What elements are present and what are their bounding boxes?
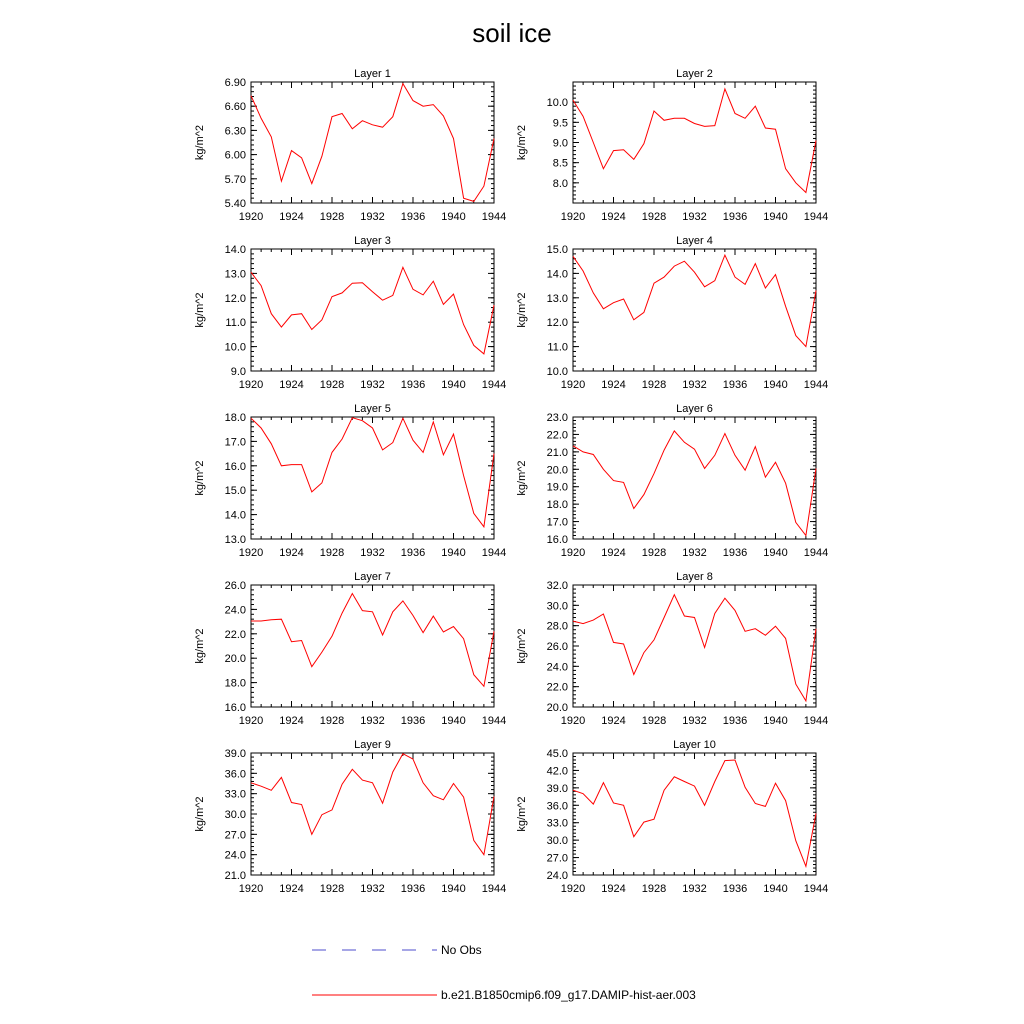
y-axis-label: kg/m^2 (194, 796, 206, 832)
x-tick-label: 1944 (481, 211, 507, 223)
x-tick-label: 1924 (601, 211, 626, 223)
x-tick-label: 1924 (601, 883, 626, 895)
y-tick-label: 6.60 (224, 101, 246, 114)
y-tick-label: 45.0 (546, 748, 568, 760)
y-tick-label: 24.0 (546, 870, 568, 882)
y-tick-label: 16.0 (546, 534, 568, 546)
x-tick-label: 1936 (722, 547, 748, 559)
x-tick-label: 1940 (763, 547, 788, 559)
x-tick-label: 1928 (319, 883, 345, 895)
panel-title: Layer 5 (354, 403, 391, 415)
series-line (573, 760, 816, 866)
x-tick-label: 1936 (400, 211, 426, 223)
y-tick-label: 9.0 (230, 366, 246, 378)
y-tick-label: 8.0 (552, 177, 568, 190)
x-tick-label: 1936 (722, 379, 748, 391)
y-tick-label: 6.30 (224, 125, 246, 138)
panel-title: Layer 10 (673, 739, 716, 751)
x-tick-label: 1936 (400, 883, 426, 895)
y-tick-label: 19.0 (546, 481, 568, 494)
x-tick-label: 1920 (560, 883, 586, 895)
x-tick-label: 1932 (360, 211, 385, 223)
panel-layer-7 (194, 571, 506, 727)
y-tick-label: 6.00 (224, 149, 246, 162)
x-tick-label: 1924 (601, 379, 626, 391)
x-tick-label: 1924 (279, 547, 304, 559)
x-tick-label: 1940 (441, 547, 466, 559)
y-tick-label: 15.0 (546, 244, 568, 256)
x-tick-label: 1920 (560, 715, 586, 727)
x-tick-label: 1924 (601, 715, 626, 727)
x-tick-label: 1944 (481, 379, 507, 391)
panel-layer-1 (194, 68, 506, 223)
plot-frame (251, 249, 494, 371)
x-tick-label: 1932 (682, 883, 707, 895)
x-tick-label: 1936 (722, 715, 748, 727)
panel-layer-4 (516, 235, 828, 391)
plot-frame (573, 417, 816, 539)
y-tick-label: 9.0 (552, 137, 568, 150)
y-tick-label: 16.0 (224, 460, 246, 473)
y-tick-label: 33.0 (546, 817, 568, 830)
x-tick-label: 1920 (560, 547, 586, 559)
x-tick-label: 1944 (803, 547, 829, 559)
panel-layer-5 (194, 403, 506, 559)
y-axis-label: kg/m^2 (516, 460, 528, 496)
x-tick-label: 1932 (360, 715, 385, 727)
x-tick-label: 1936 (722, 883, 748, 895)
x-tick-label: 1944 (481, 547, 507, 559)
y-tick-label: 30.0 (546, 835, 568, 848)
y-tick-label: 10.0 (224, 341, 246, 354)
y-tick-label: 15.0 (224, 485, 246, 498)
x-tick-label: 1928 (319, 715, 345, 727)
x-tick-label: 1920 (238, 211, 264, 223)
x-tick-label: 1920 (238, 883, 264, 895)
y-tick-label: 20.0 (224, 653, 246, 666)
panel-layer-3 (194, 235, 506, 391)
y-tick-label: 42.0 (546, 765, 568, 778)
panel-grid (194, 68, 828, 895)
y-tick-label: 22.0 (546, 429, 568, 442)
y-tick-label: 8.5 (552, 157, 568, 170)
series-line (573, 595, 816, 701)
x-tick-label: 1920 (238, 715, 264, 727)
x-tick-label: 1932 (682, 715, 707, 727)
x-tick-label: 1928 (641, 715, 667, 727)
legend-obs-label: No Obs (441, 943, 482, 957)
x-tick-label: 1936 (400, 715, 426, 727)
y-axis-label: kg/m^2 (516, 124, 528, 161)
panel-layer-10 (516, 739, 828, 895)
x-tick-label: 1940 (763, 715, 788, 727)
y-tick-label: 18.0 (224, 412, 246, 424)
y-tick-label: 9.5 (552, 117, 568, 130)
panel-layer-9 (194, 739, 506, 895)
x-tick-label: 1928 (319, 547, 345, 559)
x-tick-label: 1940 (441, 379, 466, 391)
y-axis-label: kg/m^2 (516, 628, 528, 664)
panel-title: Layer 8 (676, 571, 713, 583)
x-tick-label: 1932 (682, 379, 707, 391)
y-tick-label: 16.0 (224, 702, 246, 714)
x-tick-label: 1920 (560, 379, 586, 391)
y-tick-label: 28.0 (546, 620, 568, 633)
y-tick-label: 32.0 (546, 580, 568, 592)
y-tick-label: 13.0 (546, 292, 568, 305)
y-tick-label: 11.0 (225, 317, 246, 330)
panel-layer-6 (516, 403, 828, 559)
y-axis-label: kg/m^2 (516, 796, 528, 832)
x-tick-label: 1944 (481, 715, 507, 727)
y-tick-label: 39.0 (546, 782, 568, 795)
y-tick-label: 23.0 (546, 412, 568, 424)
y-tick-label: 30.0 (224, 809, 246, 821)
series-line (251, 84, 494, 202)
panel-title: Layer 4 (676, 235, 713, 247)
x-tick-label: 1920 (238, 547, 264, 559)
y-tick-label: 10.0 (546, 366, 568, 378)
y-tick-label: 39.0 (224, 748, 246, 760)
panel-layer-8 (516, 571, 828, 727)
y-tick-label: 18.0 (546, 499, 568, 512)
x-tick-label: 1936 (400, 379, 426, 391)
x-tick-label: 1924 (279, 715, 304, 727)
y-tick-label: 12.0 (224, 292, 246, 305)
panel-title: Layer 9 (354, 739, 391, 751)
y-tick-label: 24.0 (546, 661, 568, 674)
x-tick-label: 1944 (803, 211, 829, 223)
figure-title: soil ice (472, 18, 552, 48)
x-tick-label: 1928 (641, 547, 667, 559)
y-tick-label: 17.0 (224, 436, 246, 449)
plot-frame (573, 249, 816, 371)
x-tick-label: 1940 (441, 883, 466, 895)
y-tick-label: 33.0 (224, 788, 246, 801)
y-tick-label: 26.0 (224, 580, 246, 592)
plot-frame (251, 753, 494, 875)
panel-title: Layer 7 (354, 571, 391, 583)
y-tick-label: 36.0 (546, 800, 568, 813)
series-line (251, 754, 494, 855)
plot-frame (573, 753, 816, 875)
plot-frame (251, 417, 494, 539)
x-tick-label: 1932 (682, 547, 707, 559)
y-tick-label: 14.0 (546, 268, 568, 281)
y-tick-label: 18.0 (224, 677, 246, 690)
x-tick-label: 1940 (441, 715, 466, 727)
x-tick-label: 1924 (601, 547, 626, 559)
y-tick-label: 26.0 (546, 641, 568, 653)
panel-title: Layer 2 (676, 68, 713, 80)
x-tick-label: 1928 (641, 379, 667, 391)
panel-title: Layer 3 (354, 235, 391, 247)
series-line (251, 418, 494, 527)
plot-frame (573, 585, 816, 707)
panel-layer-2 (516, 68, 828, 223)
y-tick-label: 13.0 (224, 534, 246, 546)
y-axis-label: kg/m^2 (194, 628, 206, 664)
y-tick-label: 5.70 (224, 173, 246, 186)
y-tick-label: 5.40 (224, 198, 246, 210)
x-tick-label: 1940 (763, 379, 788, 391)
x-tick-label: 1944 (803, 715, 829, 727)
y-axis-label: kg/m^2 (516, 292, 528, 328)
y-axis-label: kg/m^2 (194, 124, 206, 161)
x-tick-label: 1932 (360, 547, 385, 559)
x-tick-label: 1920 (560, 211, 586, 223)
y-tick-label: 20.0 (546, 464, 568, 477)
y-tick-label: 13.0 (224, 268, 246, 281)
legend (312, 943, 696, 1002)
y-tick-label: 36.0 (224, 768, 246, 781)
y-tick-label: 27.0 (224, 829, 246, 842)
x-tick-label: 1944 (481, 883, 507, 895)
y-axis-label: kg/m^2 (194, 460, 206, 496)
panel-title: Layer 6 (676, 403, 713, 415)
y-tick-label: 11.0 (547, 341, 568, 354)
x-tick-label: 1932 (682, 211, 707, 223)
plot-frame (251, 585, 494, 707)
y-tick-label: 21.0 (224, 870, 246, 882)
y-tick-label: 14.0 (224, 244, 246, 256)
series-line (251, 267, 494, 354)
y-tick-label: 14.0 (224, 509, 246, 522)
x-tick-label: 1928 (319, 211, 345, 223)
y-tick-label: 6.90 (224, 77, 246, 89)
x-tick-label: 1944 (803, 883, 829, 895)
y-tick-label: 17.0 (546, 516, 568, 529)
series-line (251, 594, 494, 687)
x-tick-label: 1936 (400, 547, 426, 559)
plot-frame (251, 82, 494, 203)
y-tick-label: 10.0 (546, 97, 568, 110)
x-tick-label: 1944 (803, 379, 829, 391)
x-tick-label: 1920 (238, 379, 264, 391)
y-tick-label: 22.0 (224, 628, 246, 641)
y-tick-label: 24.0 (224, 604, 246, 617)
x-tick-label: 1940 (763, 211, 788, 223)
legend-model-label: b.e21.B1850cmip6.f09_g17.DAMIP-hist-aer.003 (441, 988, 696, 1002)
x-tick-label: 1928 (641, 211, 667, 223)
x-tick-label: 1940 (441, 211, 466, 223)
x-tick-label: 1924 (279, 883, 304, 895)
series-line (573, 89, 816, 193)
panel-title: Layer 1 (354, 68, 391, 80)
y-tick-label: 24.0 (224, 849, 246, 862)
x-tick-label: 1924 (279, 379, 304, 391)
series-line (573, 255, 816, 347)
y-tick-label: 21.0 (546, 446, 568, 459)
x-tick-label: 1928 (319, 379, 345, 391)
x-tick-label: 1924 (279, 211, 304, 223)
y-tick-label: 27.0 (546, 852, 568, 865)
x-tick-label: 1928 (641, 883, 667, 895)
y-tick-label: 12.0 (546, 317, 568, 330)
x-tick-label: 1932 (360, 379, 385, 391)
x-tick-label: 1940 (763, 883, 788, 895)
y-axis-label: kg/m^2 (194, 292, 206, 328)
y-tick-label: 30.0 (546, 600, 568, 613)
x-tick-label: 1932 (360, 883, 385, 895)
plot-frame (573, 82, 816, 203)
y-tick-label: 22.0 (546, 681, 568, 694)
y-tick-label: 20.0 (546, 702, 568, 714)
series-line (573, 431, 816, 536)
x-tick-label: 1936 (722, 211, 748, 223)
